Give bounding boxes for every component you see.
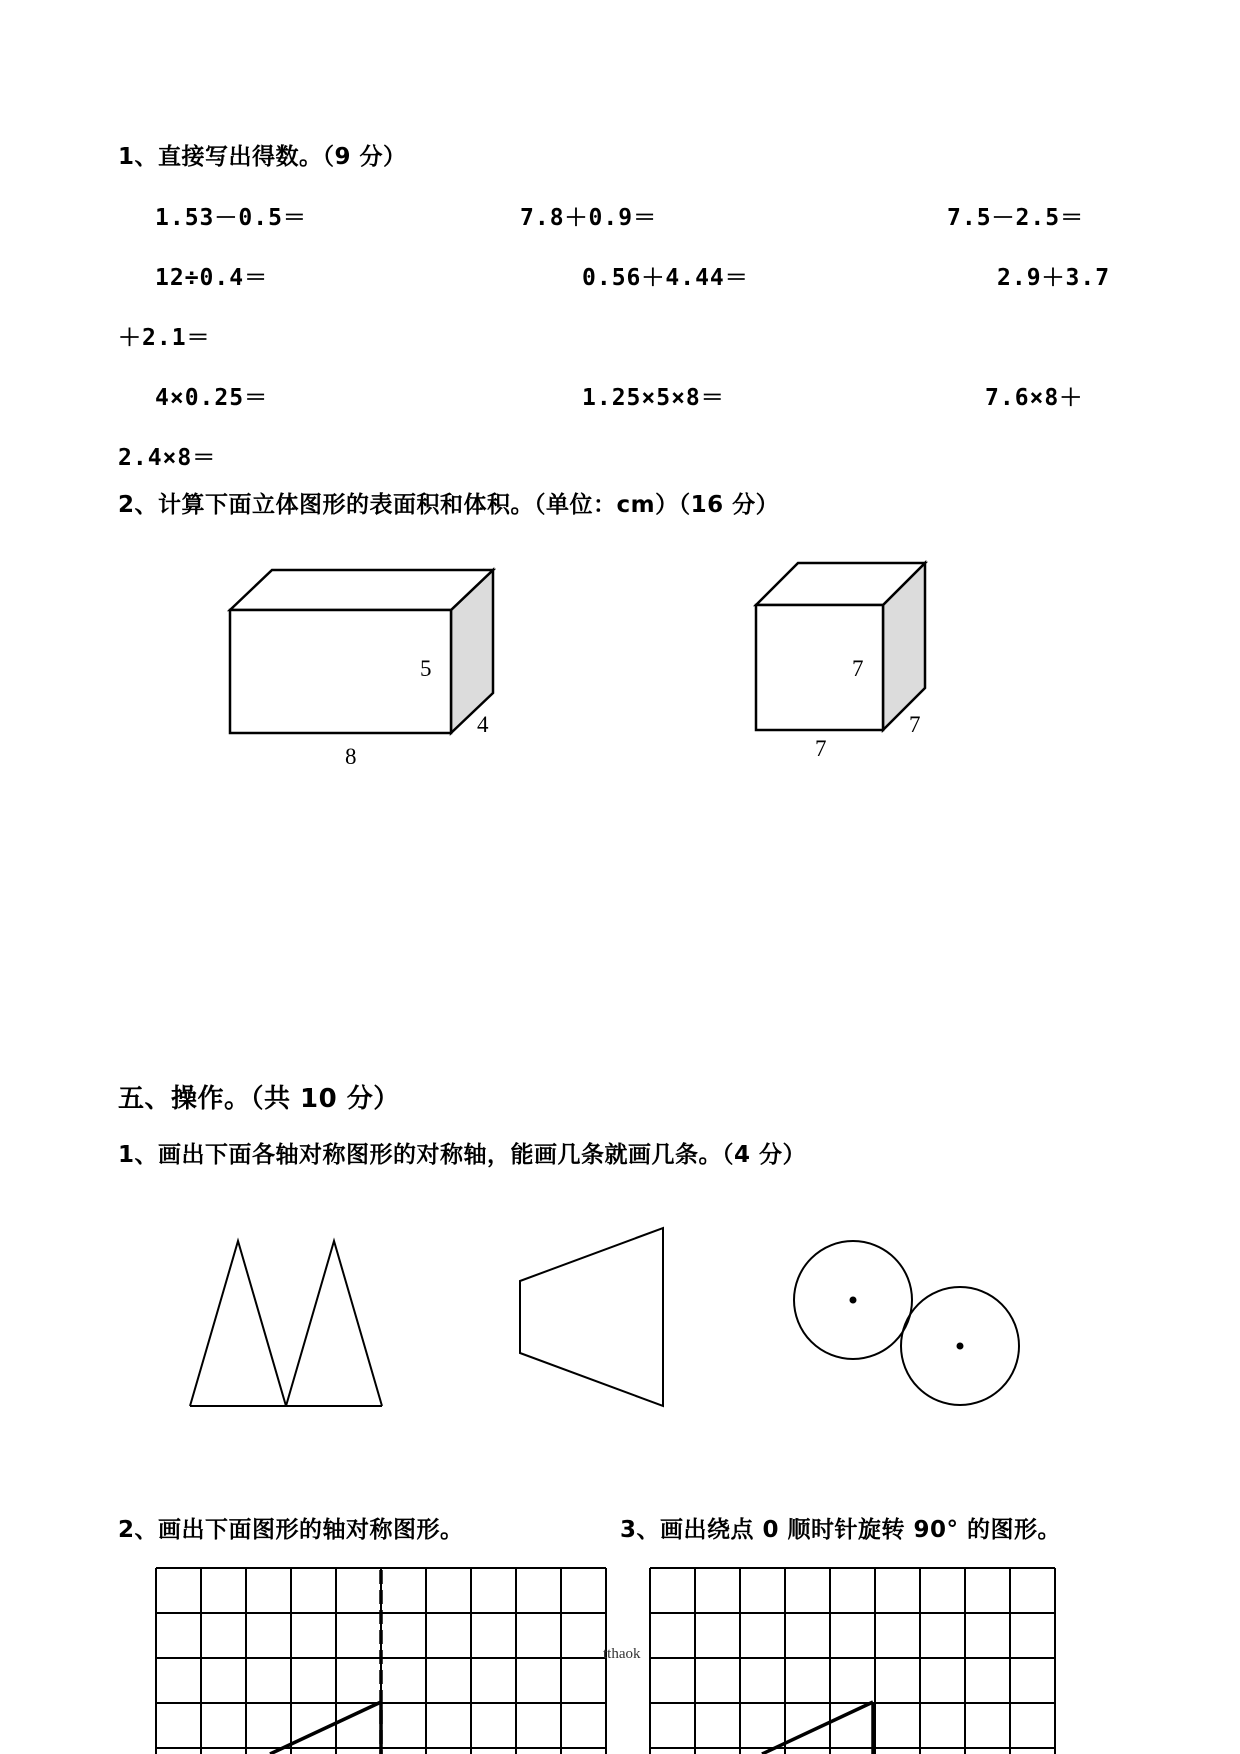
section5-heading: 五、操作。（共 10 分） (118, 1084, 400, 1114)
cube-height-label: 7 (852, 656, 864, 681)
cuboid-height-label: 5 (420, 656, 432, 681)
expression: 7.5－2.5＝ (947, 205, 1085, 231)
two-circles-shape (794, 1241, 1019, 1405)
expression: 0.56＋4.44＝ (582, 265, 749, 291)
trapezoid-shape (520, 1228, 663, 1406)
expression: 7.8＋0.9＝ (520, 205, 658, 231)
cuboid-length-label: 8 (345, 744, 357, 769)
cuboid-figure (230, 570, 493, 733)
q2-title: 2、计算下面立体图形的表面积和体积。（单位：cm）（16 分） (118, 492, 780, 518)
expression: 2.9＋3.7 (997, 265, 1111, 291)
expression: 7.6×8＋ (985, 385, 1084, 411)
section5-q2-title: 2、画出下面图形的轴对称图形。 (118, 1517, 464, 1543)
expression: 4×0.25＝ (155, 385, 269, 411)
expression: 1.25×5×8＝ (582, 385, 725, 411)
grid-right (650, 1568, 1055, 1754)
cuboid-depth-label: 4 (477, 712, 489, 737)
section5-q3-title: 3、画出绕点 0 顺时针旋转 90° 的图形。 (620, 1517, 1062, 1543)
expression: ＋2.1＝ (118, 325, 211, 351)
left-grid-figure (270, 1702, 381, 1754)
expression: 12÷0.4＝ (155, 265, 269, 291)
cube-depth-label: 7 (909, 712, 921, 737)
q1-title: 1、直接写出得数。（9 分） (118, 144, 407, 170)
expression: 2.4×8＝ (118, 445, 217, 471)
section5-q1-title: 1、画出下面各轴对称图形的对称轴，能画几条就画几条。（4 分） (118, 1142, 807, 1168)
expression: 1.53－0.5＝ (155, 205, 307, 231)
double-triangle-shape (190, 1241, 382, 1406)
watermark: tthaok (603, 1646, 641, 1662)
cube-figure (756, 563, 925, 730)
right-grid-figure (762, 1702, 873, 1754)
cube-length-label: 7 (815, 736, 827, 761)
